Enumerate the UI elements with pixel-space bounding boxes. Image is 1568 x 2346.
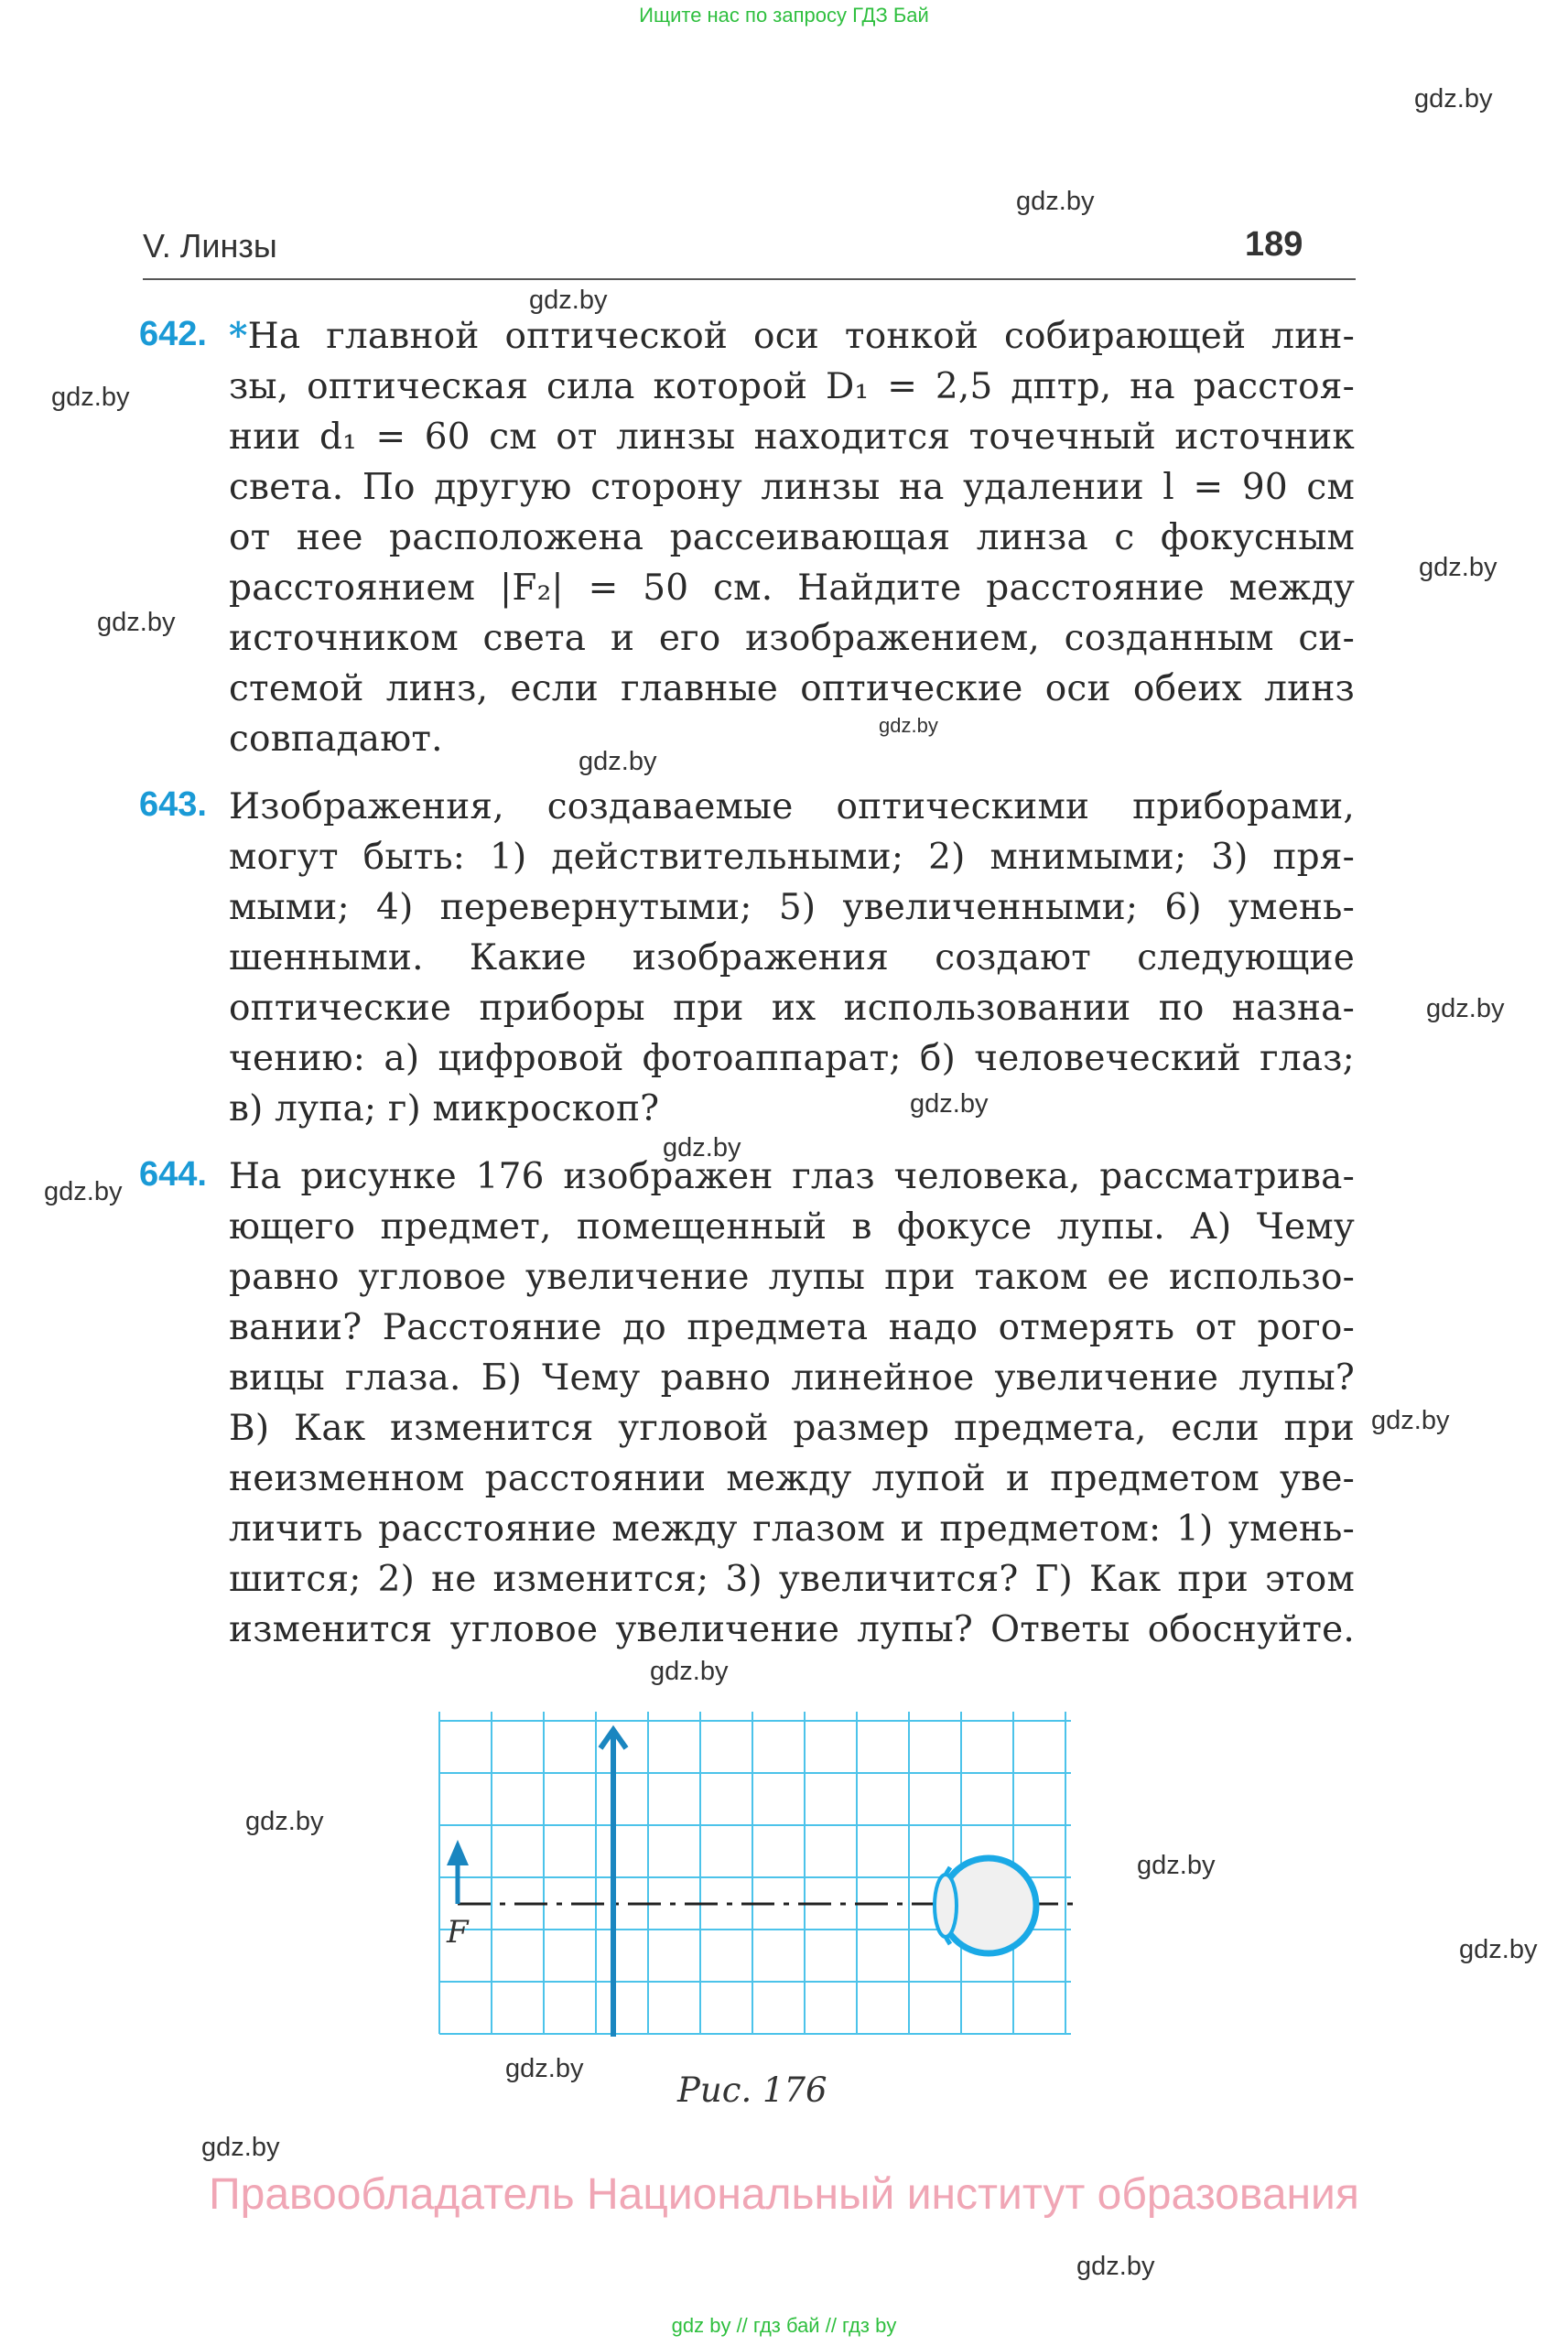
- task-644-line: вании? Расстояние до предмета надо отмерять от рого-: [229, 1307, 1355, 1348]
- watermark: gdz.by: [879, 714, 938, 737]
- task-644-line: личить расстояние между глазом и предметом: 1) умень-: [229, 1508, 1355, 1550]
- watermark: gdz.by: [201, 2133, 280, 2162]
- figure-caption: Рис. 176: [677, 2070, 827, 2110]
- eye-icon: [935, 1858, 1036, 1953]
- task-642-line: стемой линз, если главные оптические оси обеих линз: [229, 668, 1355, 709]
- task-642-line: от нее расположена рассеивающая линза с фокусным: [229, 517, 1355, 558]
- task-643-line: оптические приборы при их использовании по назна-: [229, 988, 1355, 1029]
- chapter-title: V. Линзы: [143, 227, 277, 265]
- task-644-line: ющего предмет, помещенный в фокусе лупы. А) Чему: [229, 1206, 1355, 1248]
- copyright-notice: Правообладатель Национальный институт образования: [209, 2170, 1359, 2219]
- task-644-line: На рисунке 176 изображен глаз человека, рассматрива-: [229, 1156, 1355, 1197]
- task-643-line: мыми; 4) перевернутыми; 5) увеличенными; 6) умень-: [229, 887, 1355, 928]
- focus-label: F: [447, 1914, 469, 1951]
- star-mark: *: [229, 315, 248, 357]
- watermark: gdz.by: [1076, 2252, 1155, 2281]
- watermark: gdz.by: [1459, 1935, 1538, 1964]
- task-number-642: 642.: [139, 315, 207, 353]
- lens-arrow: [600, 1730, 626, 2037]
- watermark: gdz.by: [910, 1089, 989, 1119]
- task-642-line: зы, оптическая сила которой D₁ = 2,5 дптр, на расстоя-: [229, 366, 1355, 407]
- task-643-line: могут быть: 1) действительными; 2) мнимыми; 3) пря-: [229, 837, 1355, 878]
- task-643-line: Изображения, создаваемые оптическими приборами,: [229, 786, 1355, 827]
- watermark: gdz.by: [1016, 187, 1095, 216]
- watermark: gdz.by: [529, 286, 608, 315]
- watermark: gdz.by: [1371, 1406, 1450, 1435]
- watermark: gdz.by: [245, 1807, 324, 1836]
- task-642-line: источником света и его изображением, созданным си-: [229, 618, 1355, 659]
- header-divider: [143, 278, 1356, 280]
- watermark: gdz.by: [97, 608, 176, 637]
- task-643-line: в) лупа; г) микроскоп?: [229, 1088, 660, 1130]
- watermark: gdz.by: [650, 1657, 729, 1686]
- watermark: gdz.by: [51, 383, 130, 412]
- watermark: gdz.by: [1414, 84, 1493, 114]
- watermark: gdz.by: [663, 1133, 741, 1162]
- task-644-line: В) Как изменится угловой размер предмета, если при: [229, 1408, 1355, 1449]
- watermark: gdz.by: [505, 2054, 584, 2083]
- task-644-line: вицы глаза. Б) Чему равно линейное увеличение лупы?: [229, 1357, 1355, 1399]
- watermark: gdz.by: [1426, 994, 1505, 1023]
- page-number: 189: [1245, 225, 1303, 264]
- object-arrow: [447, 1840, 469, 1904]
- task-643-line: чению: а) цифровой фотоаппарат; б) человеческий глаз;: [229, 1038, 1355, 1079]
- task-642-line: расстоянием |F₂| = 50 см. Найдите расстояние между: [229, 568, 1355, 609]
- watermark: gdz.by: [44, 1177, 123, 1206]
- task-644-line: изменится угловое увеличение лупы? Ответы обоснуйте.: [229, 1609, 1355, 1650]
- task-number-643: 643.: [139, 785, 207, 824]
- task-643-line: шенными. Какие изображения создают следующие: [229, 937, 1355, 978]
- task-644-line: неизменном расстоянии между лупой и предметом уве-: [229, 1458, 1355, 1499]
- task-642-line: света. По другую сторону линзы на удалении l = 90 см: [229, 467, 1355, 508]
- task-642-line: нии d₁ = 60 см от линзы находится точечный источник: [229, 416, 1355, 458]
- task-642-line: совпадают.: [229, 719, 443, 760]
- watermark: gdz.by: [1137, 1851, 1216, 1880]
- footer-links: gdz by // гдз бай // гдз by: [671, 2314, 897, 2337]
- watermark: gdz.by: [579, 747, 657, 776]
- task-642-line: *На главной оптической оси тонкой собирающей лин-: [229, 315, 1355, 357]
- figure-176: [430, 1703, 1089, 2041]
- top-banner: Ищите нас по запросу ГДЗ Бай: [639, 4, 929, 27]
- task-number-644: 644.: [139, 1155, 207, 1194]
- task-644-line: равно угловое увеличение лупы при таком ее использо-: [229, 1257, 1355, 1298]
- task-644-line: шится; 2) не изменится; 3) увеличится? Г) Как при этом: [229, 1559, 1355, 1600]
- watermark: gdz.by: [1419, 553, 1498, 582]
